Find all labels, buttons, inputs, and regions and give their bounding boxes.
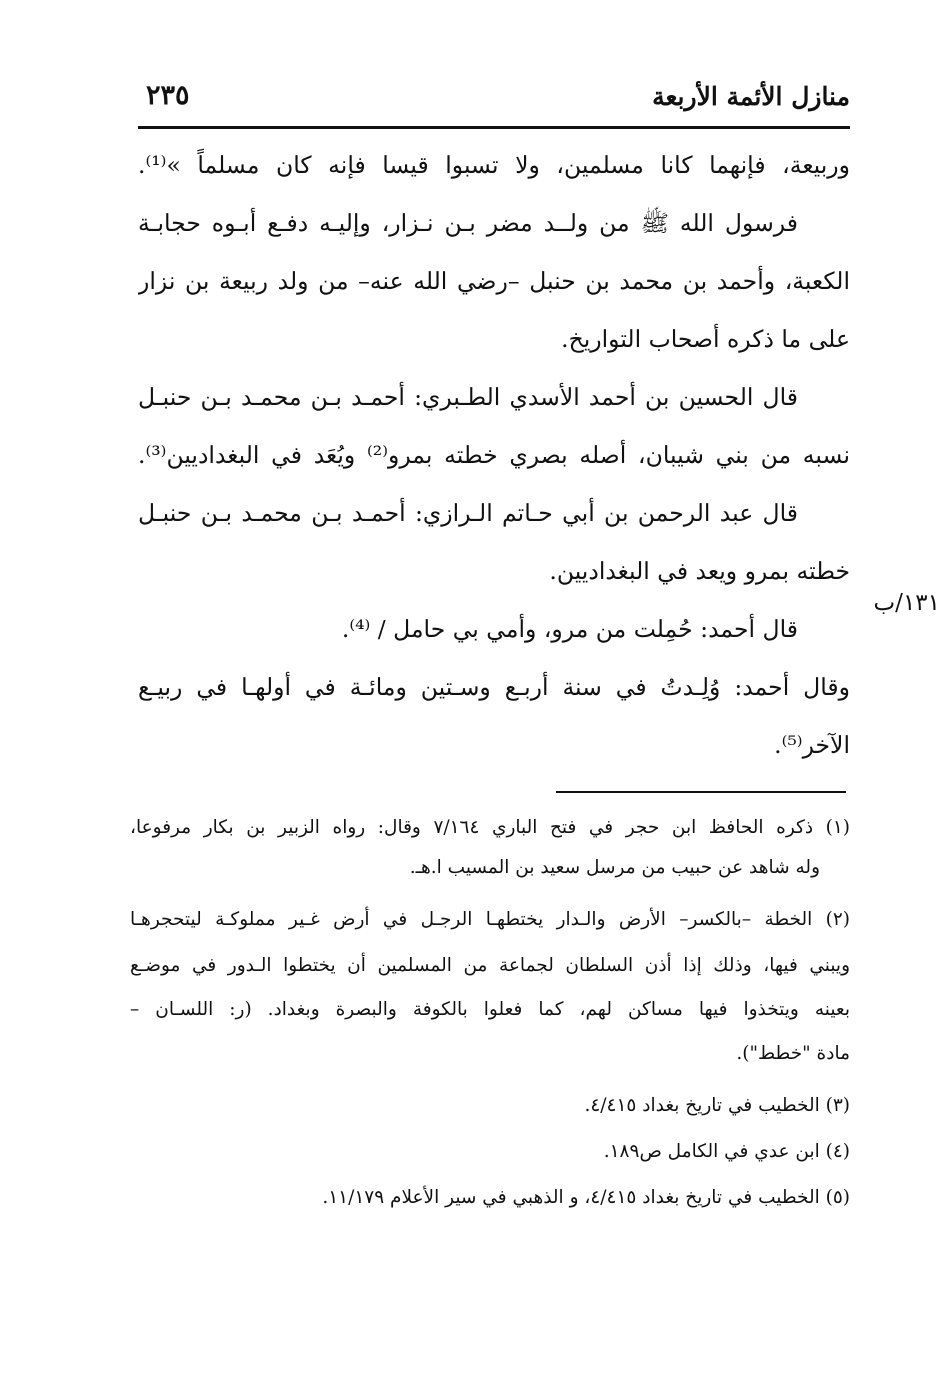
footnote-line-3: (٢) الخطة –بالكسر– الأرض والـدار يختطهـا الرجـل في أرض غـير مملوكـة ليتحجرهـا [130,909,850,930]
footnote-line-6: مادة "خطط"). [736,1043,850,1064]
text-line-11: الآخر⁽⁵⁾. [774,731,850,759]
text-line-7: قال عبد الرحمن بن أبي حـاتم الـرازي: أحمـد بـن محمـد بـن حنبـل [138,499,798,527]
text-line-10: وقال أحمد: وُلِـدتُ في سنة أربـع وسـتين ومائـة في أولهـا في ربيـع [138,673,850,701]
header-rule [138,126,850,129]
text-line-1: وربيعة، فإنهما كانا مسلمين، ولا تسبوا قيسا فإنه كان مسلماً »⁽¹⁾. [138,151,850,179]
footnote-line-2: وله شاهد عن حبيب من مرسل سعيد بن المسيب ا.هـ. [409,857,820,878]
manuscript-folio-note: ١٣١/ب [873,590,940,616]
footnote-line-7: (٣) الخطيب في تاريخ بغداد ٤/٤١٥. [584,1095,850,1116]
running-title: منازل الأئمة الأربعة [652,82,850,111]
footnote-line-4: ويبني فيها، وذلك إذا أذن السلطان لجماعة من المسلمين أن يختطوا الـدور في موضـع [130,955,850,976]
footnote-line-9: (٥) الخطيب في تاريخ بغداد ٤/٤١٥، و الذهبي في سير الأعلام ١١/١٧٩. [322,1187,850,1208]
text-line-8: خطته بمرو ويعد في البغداديين. [549,557,850,585]
text-line-3: الكعبة، وأحمد بن محمد بن حنبل –رضي الله عنه– من ولد ربيعة بن نزار [138,267,850,295]
text-line-6: نسبه من بني شيبان، أصله بصري خطته بمرو⁽²⁾ ويُعَد في البغداديين⁽³⁾. [138,441,850,469]
footnote-line-5: بعينه ويتخذوا فيها مساكن لهم، كما فعلوا بالكوفة والبصرة وبغداد. (ر: اللسـان – [130,999,850,1020]
text-line-9: قال أحمد: حُمِلت من مرو، وأمي بي حامل / ⁽⁴⁾. [341,615,798,643]
page-number: ٢٣٥ [146,80,190,111]
text-line-5: قال الحسين بن أحمد الأسدي الطـبري: أحمـد بـن محمـد بـن حنبـل [138,383,798,411]
footnote-separator [556,791,846,793]
text-line-2: فرسول الله ﷺ من ولــد مضر بـن نـزار، وإليـه دفـع أبـوه حجابـة [138,209,798,237]
text-line-4: على ما ذكره أصحاب التواريخ. [561,325,850,353]
page-header [138,78,850,122]
footnote-line-1: (١) ذكره الحافظ ابن حجر في فتح الباري ٧/١٦٤ وقال: رواه الزبير بن بكار مرفوعا، [130,817,850,838]
footnote-line-8: (٤) ابن عدي في الكامل ص١٨٩. [603,1141,850,1162]
